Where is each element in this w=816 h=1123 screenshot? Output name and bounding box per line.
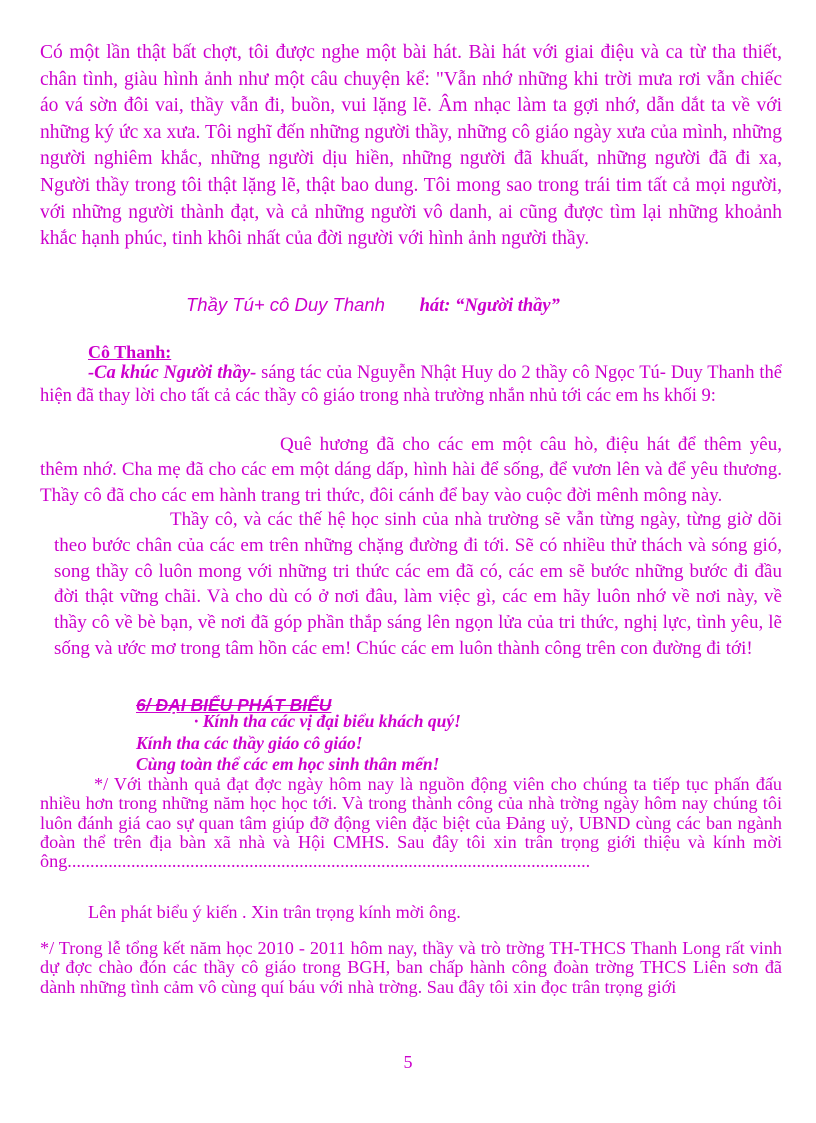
teachers-paragraph: Thầy cô, và các thế hệ học sinh của nhà trường sẽ vẫn từng ngày, từng giờ dõi theo bước chân của các em trên những chặng đường đi tới. Sẽ có nhiều thử thách và sóng gió, song thầy cô luôn mong với những tri thức các em đã có, các em sẽ bước những bước đi đầu đời thật vững chãi. Và cho dù có ở nơi đâu, làm việc gì, các em hãy luôn nhớ về nơi này, về thầy cô về bè bạn, về nơi đã góp phần thắp sáng lên ngọn lửa của tri thức, nghị lực, tình yêu, lẽ sống và ước mơ trong tâm hồn các em! Chúc các em luôn thành công trên con đường đi tới! — [54, 509, 782, 659]
song-description — [40, 362, 782, 407]
song-description-text: sáng tác của Nguyễn Nhật Huy do 2 thầy cô Ngọc Tú- Duy Thanh thể hiện đã thay lời cho tất cả các thầy cô giáo trong nhà trường nhắn nhủ tới các em hs khối 9: — [40, 363, 782, 406]
homeland-paragraph — [40, 432, 782, 508]
song-title: hát: “Người thầy” — [419, 296, 560, 316]
invite-line: Lên phát biểu ý kiến . Xin trân trọng kính mời ông. — [88, 902, 461, 922]
speaker-label: Cô Thanh: — [88, 342, 172, 362]
performers: Thầy Tú+ cô Duy Thanh — [186, 294, 385, 315]
closing-paragraph: */ Trong lễ tổng kết năm học 2010 - 2011 hôm nay, thầy và trò trờng TH-THCS Thanh Long rất vinh dự đợc chào đón các thầy cô giáo trong BGH, ban chấp hành công đoàn trờng THCS Liên sơn đã dành những tình cảm vô cùng quí báu với nhà trờng. Sau đây tôi xin đọc trân trọng giới — [40, 938, 782, 997]
achievement-paragraph — [40, 775, 782, 871]
greetings — [136, 711, 461, 776]
intro-paragraph: Có một lần thật bất chợt, tôi được nghe một bài hát. Bài hát với giai điệu và ca từ tha thiết, chân tình, giàu hình ảnh như một câu chuyện kể: "Vẫn nhớ những khi trời mưa rơi vẫn chiếc áo vá sờn đôi vai, thầy vẫn đi, buồn, vui lặng lẽ. Âm nhạc làm ta gợi nhớ, dẫn dắt ta về với những ký ức xa xưa. Tôi nghĩ đến những người thầy, những cô giáo ngày xưa của mình, những người nghiêm khắc, những người dịu hiền, những người đã khuất, những người đã đi xa, Người thầy trong tôi thật lặng lẽ, thật bao dung. Tôi mong sao trong trái tim tất cả mọi người, với những người thành đạt, và cả những người vô danh, ai cũng được tìm lại những khoảnh khắc hạnh phúc, tinh khôi nhất của đời người với hình ảnh người thầy. — [40, 42, 782, 250]
greeting-line: · Kính tha các vị đại biểu khách quý! — [194, 711, 461, 731]
greeting-line: Kính tha các thầy giáo cô giáo! — [136, 732, 363, 753]
greeting-line: Cùng toàn thể các em học sinh thân mến! — [136, 754, 440, 774]
homeland-text: Quê hương đã cho các em một câu hò, điệu hát để thêm yêu, thêm nhớ. Cha mẹ đã cho các em một dáng dấp, hình hài để sống, để vươn lên và để yêu thương. Thầy cô đã cho các em hành trang tri thức, đôi cánh để bay vào cuộc đời mênh mông này. — [40, 434, 782, 506]
performance-line — [186, 294, 786, 317]
song-lead: -Ca khúc Người thầy- — [88, 363, 257, 383]
section-heading: 6/ ĐẠI BIỂU PHÁT BIỂU — [136, 695, 332, 715]
page-number: 5 — [403, 1052, 413, 1072]
achievement-text: */ Với thành quả đạt đợc ngày hôm nay là nguồn động viên cho chúng ta tiếp tục phấn đấu nhiều hơn trong những năm học học tới. Và trong thành công của nhà trờng ngày hôm nay chúng tôi luôn đánh giá cao sự quan tâm giúp đỡ động viên đặc biệt của Đảng uỷ, UBND cùng các ban ngành đoàn thể trên địa bàn xã nhà và Hội CMHS. Sau đây tôi xin trân trọng giới thiệu và kính mời ông................................................................................................................... — [40, 774, 782, 872]
